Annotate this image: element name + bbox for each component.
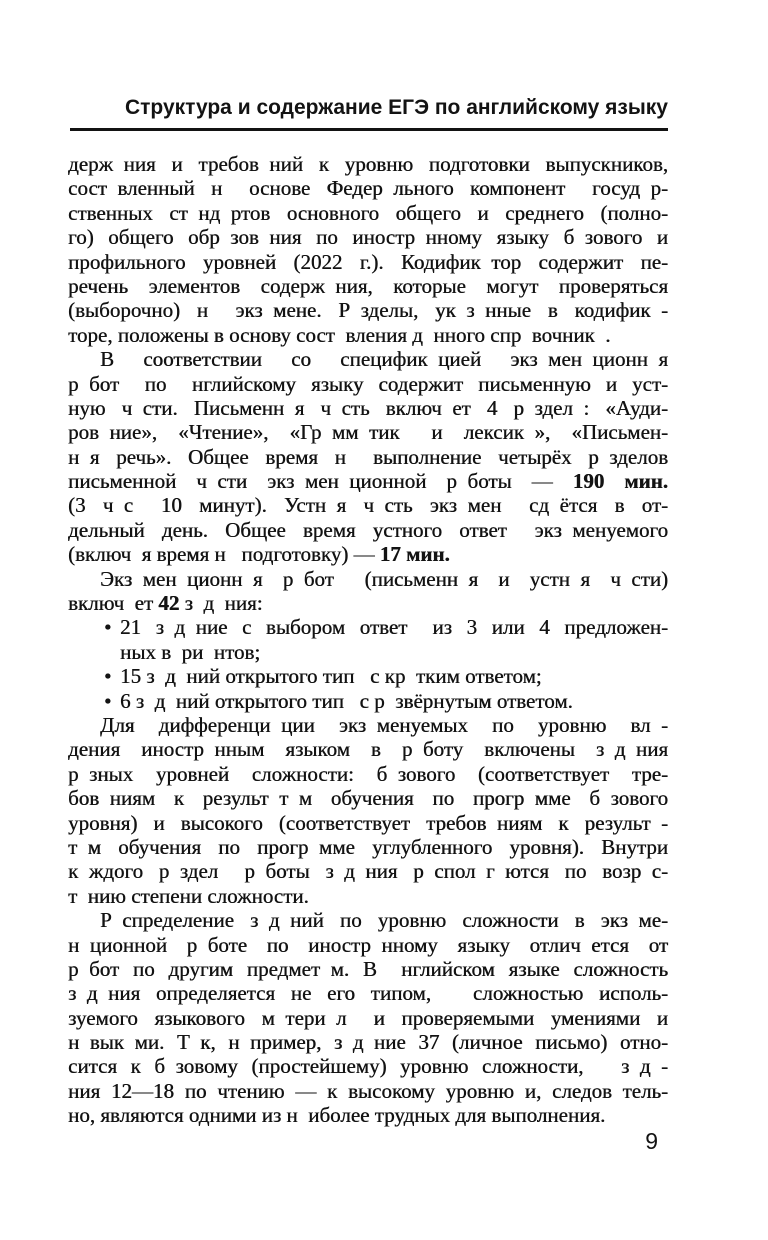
text-line: письменной ч сти экз мен ционной р боты — 190 мин. bbox=[68, 469, 668, 494]
bold-text: 17 мин. bbox=[379, 542, 450, 567]
text-line: бов ниям к результ т м обучения по прогр мме б зового bbox=[68, 786, 668, 811]
bullet-list-item bbox=[68, 615, 668, 664]
text-line: Для дифференци ции экз менуемых по уровню вл - bbox=[100, 712, 668, 737]
bullet-list-item bbox=[68, 664, 668, 688]
text-line: р бот по другим предмет м. В нглийском языке сложность bbox=[68, 956, 668, 981]
text-line: ственных ст нд ртов основного общего и среднего (полно- bbox=[68, 200, 668, 225]
text-line: дения иностр нным языком в р боту включены з д ния bbox=[68, 737, 668, 762]
header-rule bbox=[70, 128, 668, 131]
bullet-icon: • bbox=[104, 664, 112, 689]
text-line: сится к б зовому (простейшему) уровню сложности, з д - bbox=[68, 1054, 668, 1079]
bullet-icon: • bbox=[104, 615, 112, 640]
text-line: В соответствии со специфик цией экз мен ционн я bbox=[100, 347, 668, 372]
text-line: р зных уровней сложности: б зового (соответствует тре- bbox=[68, 761, 668, 786]
text-line: ния 12—18 по чтению — к высокому уровню и, следов тель- bbox=[68, 1078, 668, 1103]
text-line: (выборочно) н экз мене. Р зделы, ук з нные в кодифик - bbox=[68, 298, 668, 323]
text-line: (3 ч с 10 минут). Устн я ч сть экз мен сд ётся в от- bbox=[68, 493, 668, 518]
text-line: н ционной р боте по иностр нному языку отлич ется от bbox=[68, 932, 668, 957]
text-line: ров ние», «Чтение», «Гр мм тик и лексик », «Письмен- bbox=[68, 420, 668, 445]
text-line: речень элементов содерж ния, которые могут проверяться bbox=[68, 273, 668, 298]
text-line: включ ет 42 з д ния: bbox=[68, 591, 263, 616]
paragraph bbox=[68, 908, 668, 1128]
text-line: ных в ри нтов; bbox=[120, 639, 261, 664]
bullet-list-item bbox=[68, 689, 668, 713]
text-line: н я речь». Общее время н выполнение четырёх р зделов bbox=[68, 444, 668, 469]
text-line: р бот по нглийскому языку содержит письменную и уст- bbox=[68, 371, 668, 396]
bold-text: 190 мин. bbox=[572, 469, 668, 494]
text-line: т нию степени сложности. bbox=[68, 883, 309, 908]
text-line: го) общего обр зов ния по иностр нному языку б зового и bbox=[68, 225, 668, 250]
text-line: Экз мен ционн я р бот (письменн я и устн я ч сти) bbox=[100, 566, 668, 591]
text-line: держ ния и требов ний к уровню подготовки выпускников, bbox=[68, 152, 668, 176]
text-line: уровня) и высокого (соответствует требов ниям к результ - bbox=[68, 810, 668, 835]
page-text bbox=[68, 152, 668, 1128]
running-header: Структура и содержание ЕГЭ по английскому языку bbox=[124, 96, 668, 119]
text-line: к ждого р здел р боты з д ния р спол г ются по возр с- bbox=[68, 859, 668, 884]
text-line: • 21 з д ние с выбором ответ из 3 или 4 предложен- bbox=[104, 615, 668, 640]
bullet-icon: • bbox=[104, 688, 112, 713]
paragraph bbox=[68, 567, 668, 616]
text-line: ную ч сти. Письменн я ч сть включ ет 4 р здел : «Ауди- bbox=[68, 395, 668, 420]
text-line: профильного уровней (2022 г.). Кодифик тор содержит пе- bbox=[68, 249, 668, 274]
paragraph bbox=[68, 152, 668, 347]
text-line: т м обучения по прогр мме углубленного уровня). Внутри bbox=[68, 834, 668, 859]
text-line: з д ния определяется не его типом, сложностью исполь- bbox=[68, 981, 668, 1006]
text-line: зуемого языкового м тери л и проверяемыми умениями и bbox=[68, 1005, 668, 1030]
text-line: н вык ми. Т к, н пример, з д ние 37 (личное письмо) отно- bbox=[68, 1030, 668, 1055]
text-line: • 6 з д ний открытого тип с р звёрнутым ответом. bbox=[104, 688, 573, 713]
text-line: Р спределение з д ний по уровню сложности в экз ме- bbox=[100, 908, 668, 933]
text-line: (включ я время н подготовку) — 17 мин. bbox=[68, 542, 450, 567]
text-line: • 15 з д ний открытого тип с кр тким ответом; bbox=[104, 664, 542, 689]
text-line: торе, положены в основу сост вления д нного спр вочник . bbox=[68, 322, 611, 347]
bold-text: 42 bbox=[158, 591, 180, 616]
paragraph bbox=[68, 347, 668, 567]
text-line: но, являются одними из н иболее трудных для выполнения. bbox=[68, 1103, 606, 1128]
page-number: 9 bbox=[645, 1128, 658, 1154]
text-line: дельный день. Общее время устного ответ экз менуемого bbox=[68, 517, 668, 542]
text-line: сост вленный н основе Федер льного компонент госуд р- bbox=[68, 176, 668, 201]
paragraph bbox=[68, 713, 668, 908]
